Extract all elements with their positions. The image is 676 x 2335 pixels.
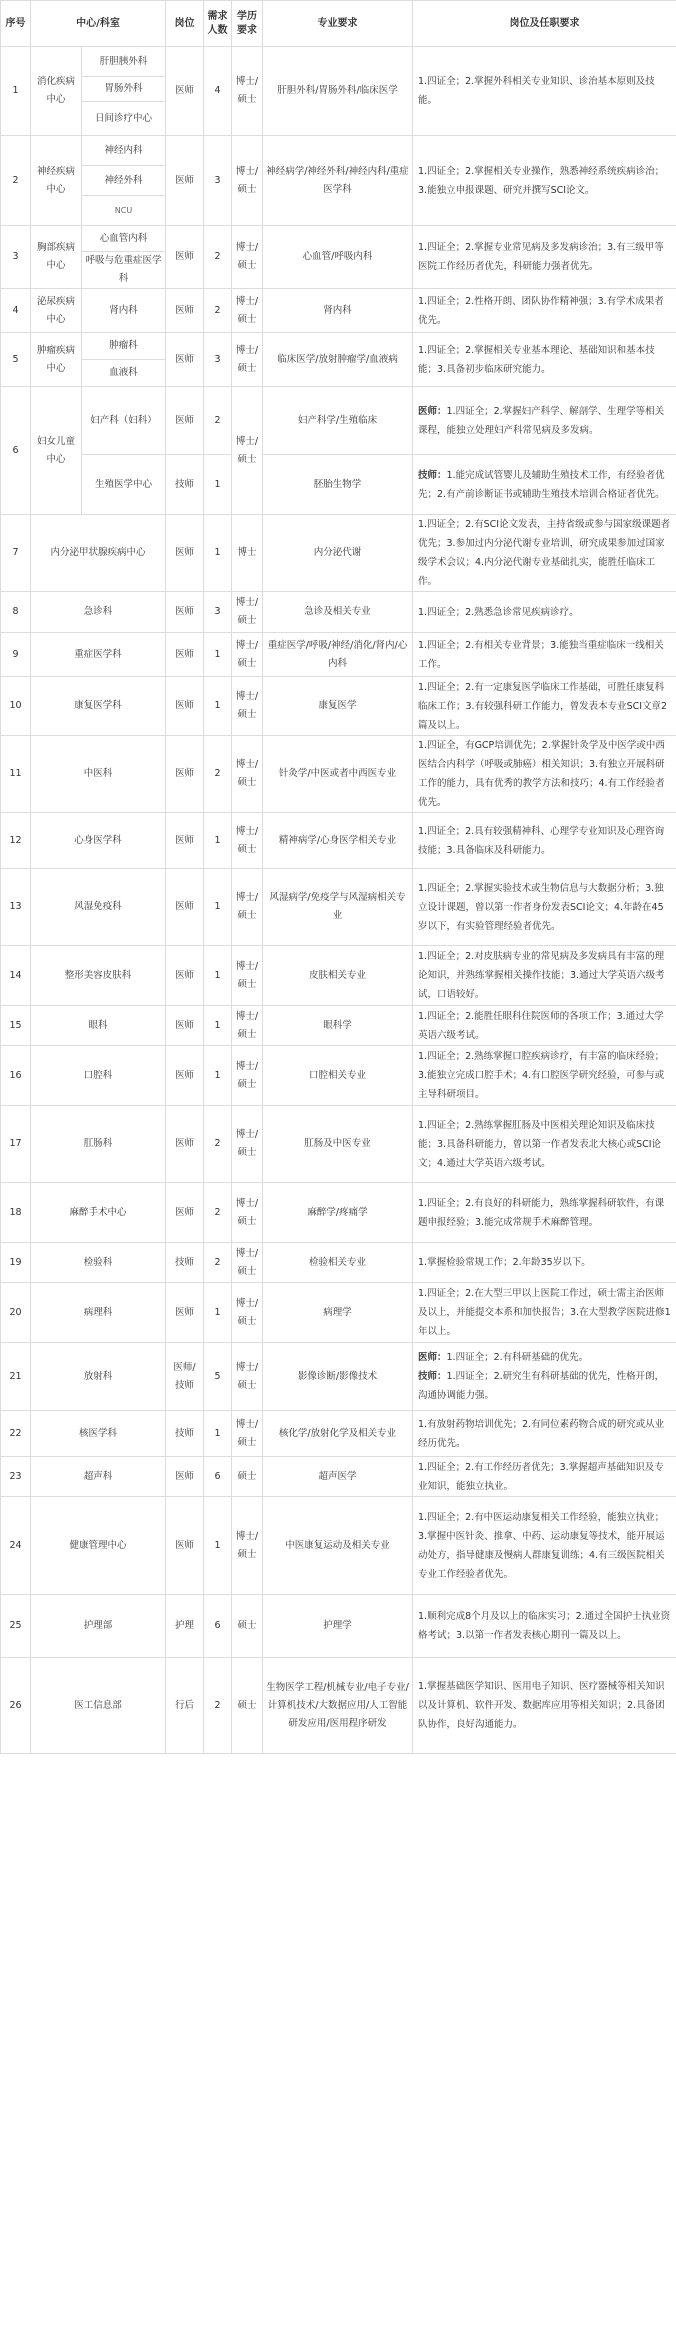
row-center: 胸部疾病中心: [31, 226, 82, 289]
row-sub-department: NCU: [82, 196, 166, 226]
row-need: 2: [204, 1106, 232, 1183]
row-sub-department: 胃肠外科: [82, 77, 166, 102]
row-duty: 1.四证全；2.掌握外科相关专业知识、诊治基本原则及技能。: [413, 47, 676, 136]
row-center: 放射科: [31, 1343, 166, 1411]
row-major: 临床医学/放射肿瘤学/血液病: [263, 333, 413, 387]
table-row: [1, 387, 676, 455]
row-post: 医师: [166, 946, 204, 1006]
row-edu: 博士/硕士: [232, 869, 263, 946]
table-header-row: [1, 1, 676, 47]
table-row: [1, 226, 676, 252]
row-need: 1: [204, 1283, 232, 1343]
row-duty: 1.四证全；2.掌握专业常见病及多发病诊治；3.有三级甲等医院工作经历者优先，科研能力强者优先。: [413, 226, 676, 289]
row-sub-department: 呼吸与危重症医学科: [82, 252, 166, 289]
row-edu: 博士/硕士: [232, 813, 263, 869]
row-duty: 1.四证全；2.熟练掌握口腔疾病诊疗，有丰富的临床经验；3.能独立完成口腔手术；4.有口腔医学研究经验，可参与或主导科研项目。: [413, 1046, 676, 1106]
duty-tech-label: 技师：: [418, 1371, 447, 1382]
row-seq: 1: [1, 47, 31, 136]
row-seq: 18: [1, 1183, 31, 1243]
row-major: 肝胆外科/胃肠外科/临床医学: [263, 47, 413, 136]
row-major: 检验相关专业: [263, 1243, 413, 1283]
row-post: 医师: [166, 677, 204, 736]
row-major: 肛肠及中医专业: [263, 1106, 413, 1183]
row-post: 医师: [166, 633, 204, 677]
row-duty: 1.掌握基础医学知识、医用电子知识、医疗器械等相关知识以及计算机、软件开发、数据库应用等相关知识；2.具备团队协作，良好沟通能力。: [413, 1658, 676, 1754]
row-duty: 1.有放射药物培训优先；2.有同位素药物合成的研究或从业经历优先。: [413, 1411, 676, 1457]
row-center: 麻醉手术中心: [31, 1183, 166, 1243]
row-duty: 1.四证全，有GCP培训优先；2.掌握针灸学及中医学或中西医结合内科学（呼吸或肺癌）相关知识；3.有独立开展科研工作的能力，具有优秀的教学方法和技巧；4.有工作经验者优先。: [413, 736, 676, 813]
row-sub-department: 神经外科: [82, 166, 166, 196]
row-edu: 博士/硕士: [232, 1497, 263, 1595]
row-seq: 13: [1, 869, 31, 946]
row-edu: 博士/硕士: [232, 226, 263, 289]
row-major: 肾内科: [263, 289, 413, 333]
row-major: 风湿病学/免疫学与风湿病相关专业: [263, 869, 413, 946]
row-seq: 7: [1, 515, 31, 592]
table-row: [1, 946, 676, 1006]
row-need: 2: [204, 1183, 232, 1243]
row-post: 医师: [166, 1283, 204, 1343]
row-seq: 6: [1, 387, 31, 515]
row-duty: 1.四证全；2.对皮肤病专业的常见病及多发病具有丰富的理论知识，并熟练掌握相关操作技能；3.通过大学英语六级考试，口语较好。: [413, 946, 676, 1006]
row-edu: 博士/硕士: [232, 387, 263, 515]
row-seq: 24: [1, 1497, 31, 1595]
row-major: 重症医学/呼吸/神经/消化/肾内/心内科: [263, 633, 413, 677]
row-duty: 1.四证全；2.有一定康复医学临床工作基础，可胜任康复科临床工作；3.有较强科研工作能力，曾发表本专业SCI文章2篇及以上。: [413, 677, 676, 736]
row-need: 1: [204, 515, 232, 592]
table-row: [1, 1658, 676, 1754]
row-seq: 26: [1, 1658, 31, 1754]
row-center: 整形美容皮肤科: [31, 946, 166, 1006]
row-sub-department: 心血管内科: [82, 226, 166, 252]
duty-tech-text: 1.四证全；2.研究生有科研基础的优先，性格开朗，沟通协调能力强。: [418, 1371, 665, 1401]
table-row: [1, 813, 676, 869]
row-duty: 1.四证全；2.性格开朗、团队协作精神强；3.有学术成果者优先。: [413, 289, 676, 333]
row-sub-department: 妇产科（妇科）: [82, 387, 166, 455]
row-duty: 1.四证全；2.能胜任眼科住院医师的各项工作；3.通过大学英语六级考试。: [413, 1006, 676, 1046]
row-duty: 1.四证全；2.有相关专业背景；3.能独当重症临床一线相关工作。: [413, 633, 676, 677]
row-center: 肿瘤疾病中心: [31, 333, 82, 387]
row-post: 医师: [166, 1457, 204, 1497]
row-center: 消化疾病中心: [31, 47, 82, 136]
table-row: [1, 1006, 676, 1046]
row-post: 技师: [166, 1411, 204, 1457]
row-center: 泌尿疾病中心: [31, 289, 82, 333]
row-seq: 22: [1, 1411, 31, 1457]
row-edu: 博士/硕士: [232, 633, 263, 677]
row-major: 胚胎生物学: [263, 455, 413, 515]
row-major: 麻醉学/疼痛学: [263, 1183, 413, 1243]
row-center: 急诊科: [31, 592, 166, 633]
row-post: 技师: [166, 1243, 204, 1283]
table-row: [1, 677, 676, 736]
row-duty: 1.四证全；2.有SCI论文发表，主持省级或参与国家级课题者优先；3.参加过内分泌代谢专业培训，研究成果参加过国家级学术会议；4.内分泌代谢专业基础扎实，能胜任临床工作。: [413, 515, 676, 592]
row-edu: 博士/硕士: [232, 736, 263, 813]
header-edu: 学历要求: [232, 1, 263, 47]
row-need: 3: [204, 136, 232, 226]
table-row: [1, 1595, 676, 1658]
row-duty: 1.四证全；2.有良好的科研能力，熟练掌握科研软件，有课题申报经验；3.能完成常规手术麻醉管理。: [413, 1183, 676, 1243]
row-major: 病理学: [263, 1283, 413, 1343]
table-row: [1, 1183, 676, 1243]
row-duty: 1.四证全；2.有中医运动康复相关工作经验，能独立执业；3.掌握中医针灸、推拿、中药、运动康复等技术，能开展运动处方，指导健康及慢病人群康复训练；4.有三级医院相关专业工作经验者优先。: [413, 1497, 676, 1595]
row-seq: 2: [1, 136, 31, 226]
row-edu: 博士/硕士: [232, 333, 263, 387]
row-edu: 博士/硕士: [232, 1343, 263, 1411]
row-need: 2: [204, 736, 232, 813]
row-seq: 20: [1, 1283, 31, 1343]
duty-tech-text: 1.能完成试管婴儿及辅助生殖技术工作，有经验者优先；2.有产前诊断证书或辅助生殖技术培训合格证者优先。: [418, 469, 665, 500]
row-duty: [413, 455, 676, 515]
row-post: 医师: [166, 1183, 204, 1243]
row-major: 妇产科学/生殖临床: [263, 387, 413, 455]
row-edu: 博士/硕士: [232, 592, 263, 633]
row-seq: 5: [1, 333, 31, 387]
row-need: 1: [204, 869, 232, 946]
row-post: 医师: [166, 136, 204, 226]
row-edu: 博士/硕士: [232, 1046, 263, 1106]
row-duty: 1.顺利完成8个月及以上的临床实习；2.通过全国护士执业资格考试；3.以第一作者发表核心期刊一篇及以上。: [413, 1595, 676, 1658]
row-seq: 25: [1, 1595, 31, 1658]
row-major: 康复医学: [263, 677, 413, 736]
row-seq: 9: [1, 633, 31, 677]
row-center: 病理科: [31, 1283, 166, 1343]
row-center: 护理部: [31, 1595, 166, 1658]
row-center: 心身医学科: [31, 813, 166, 869]
header-center: 中心/科室: [31, 1, 166, 47]
row-need: 2: [204, 387, 232, 455]
row-duty: 1.四证全；2.熟悉急诊常见疾病诊疗。: [413, 592, 676, 633]
row-center: 口腔科: [31, 1046, 166, 1106]
row-post: 技师: [166, 455, 204, 515]
duty-doctor-text: 1.四证全；2.有科研基础的优先。: [446, 1352, 589, 1363]
row-center: 妇女儿童中心: [31, 387, 82, 515]
row-duty: 1.四证全；2.掌握实验技术或生物信息与大数据分析；3.独立设计课题，曾以第一作者身份发表SCI论文；4.年龄在45岁以下，有实验管理经验者优先。: [413, 869, 676, 946]
row-sub-department: 生殖医学中心: [82, 455, 166, 515]
row-major: 核化学/放射化学及相关专业: [263, 1411, 413, 1457]
row-center: 康复医学科: [31, 677, 166, 736]
row-center: 重症医学科: [31, 633, 166, 677]
row-sub-department: 肾内科: [82, 289, 166, 333]
row-need: 1: [204, 1497, 232, 1595]
row-sub-department: 肿瘤科: [82, 333, 166, 360]
row-seq: 4: [1, 289, 31, 333]
row-major: 超声医学: [263, 1457, 413, 1497]
table-row: [1, 1243, 676, 1283]
row-post: 医师/技师: [166, 1343, 204, 1411]
row-major: 中医康复运动及相关专业: [263, 1497, 413, 1595]
row-need: 3: [204, 592, 232, 633]
table-row: [1, 1497, 676, 1595]
row-duty: [413, 1343, 676, 1411]
row-post: 医师: [166, 333, 204, 387]
row-center: 中医科: [31, 736, 166, 813]
table-row: [1, 592, 676, 633]
row-need: 6: [204, 1595, 232, 1658]
row-center: 眼科: [31, 1006, 166, 1046]
row-post: 医师: [166, 869, 204, 946]
table-row: [1, 47, 676, 77]
header-duty: 岗位及任职要求: [413, 1, 676, 47]
row-need: 1: [204, 677, 232, 736]
table-row: [1, 736, 676, 813]
row-edu: 博士/硕士: [232, 1006, 263, 1046]
row-seq: 14: [1, 946, 31, 1006]
row-duty: 1.四证全；2.具有较强精神科、心理学专业知识及心理咨询技能；3.具备临床及科研能力。: [413, 813, 676, 869]
row-post: 护理: [166, 1595, 204, 1658]
row-edu: 博士/硕士: [232, 677, 263, 736]
header-seq: 序号: [1, 1, 31, 47]
row-major: 皮肤相关专业: [263, 946, 413, 1006]
row-seq: 8: [1, 592, 31, 633]
row-need: 1: [204, 1046, 232, 1106]
row-duty: 1.四证全；2.掌握相关专业操作，熟悉神经系统疾病诊治；3.能独立申报课题、研究并撰写SCI论文。: [413, 136, 676, 226]
table-row: [1, 136, 676, 166]
row-need: 3: [204, 333, 232, 387]
row-post: 医师: [166, 1006, 204, 1046]
row-seq: 11: [1, 736, 31, 813]
header-post: 岗位: [166, 1, 204, 47]
row-seq: 3: [1, 226, 31, 289]
row-sub-department: 血液科: [82, 360, 166, 387]
row-center: 神经疾病中心: [31, 136, 82, 226]
row-center: 超声科: [31, 1457, 166, 1497]
row-edu: 博士/硕士: [232, 289, 263, 333]
row-major: 急诊及相关专业: [263, 592, 413, 633]
table-row: [1, 1283, 676, 1343]
row-edu: 博士/硕士: [232, 47, 263, 136]
table-row: [1, 333, 676, 360]
row-center: 肛肠科: [31, 1106, 166, 1183]
row-major: 生物医学工程/机械专业/电子专业/计算机技术/大数据应用/人工智能研发应用/医用程序研发: [263, 1658, 413, 1754]
row-center: 核医学科: [31, 1411, 166, 1457]
row-duty: 1.四证全；2.掌握相关专业基本理论、基础知识和基本技能；3.具备初步临床研究能力。: [413, 333, 676, 387]
row-need: 2: [204, 1243, 232, 1283]
row-post: 医师: [166, 47, 204, 136]
row-post: 医师: [166, 289, 204, 333]
row-edu: 硕士: [232, 1457, 263, 1497]
row-duty: [413, 387, 676, 455]
row-duty: 1.四证全；2.有工作经历者优先；3.掌握超声基础知识及专业知识，能独立执业。: [413, 1457, 676, 1497]
row-seq: 19: [1, 1243, 31, 1283]
row-edu: 博士/硕士: [232, 1106, 263, 1183]
row-major: 精神病学/心身医学相关专业: [263, 813, 413, 869]
row-edu: 硕士: [232, 1595, 263, 1658]
row-post: 医师: [166, 387, 204, 455]
row-need: 1: [204, 1006, 232, 1046]
header-need: 需求人数: [204, 1, 232, 47]
row-seq: 23: [1, 1457, 31, 1497]
row-edu: 博士/硕士: [232, 136, 263, 226]
table-row: [1, 289, 676, 333]
row-post: 医师: [166, 1497, 204, 1595]
row-need: 5: [204, 1343, 232, 1411]
table-row: [1, 1343, 676, 1411]
row-post: 行后: [166, 1658, 204, 1754]
row-post: 医师: [166, 813, 204, 869]
row-need: 2: [204, 226, 232, 289]
duty-doctor-label: 医师：: [418, 1352, 447, 1363]
row-major: 内分泌代谢: [263, 515, 413, 592]
row-major: 口腔相关专业: [263, 1046, 413, 1106]
row-center: 内分泌甲状腺疾病中心: [31, 515, 166, 592]
row-center: 风湿免疫科: [31, 869, 166, 946]
row-post: 医师: [166, 226, 204, 289]
row-major: 护理学: [263, 1595, 413, 1658]
row-need: 1: [204, 813, 232, 869]
duty-doctor-text: 1.四证全；2.掌握妇产科学、解剖学、生理学等相关课程，能独立处理妇产科常见病及多发病。: [418, 405, 665, 436]
row-need: 1: [204, 1411, 232, 1457]
duty-tech-label: 技师：: [418, 469, 447, 481]
row-edu: 博士/硕士: [232, 946, 263, 1006]
row-seq: 16: [1, 1046, 31, 1106]
table-row: [1, 1106, 676, 1183]
row-center: 检验科: [31, 1243, 166, 1283]
row-need: 1: [204, 455, 232, 515]
row-major: 针灸学/中医或者中西医专业: [263, 736, 413, 813]
duty-doctor-label: 医师：: [418, 405, 447, 417]
table-row: [1, 1457, 676, 1497]
row-edu: 博士/硕士: [232, 1183, 263, 1243]
row-duty: 1.四证全；2.在大型三甲以上医院工作过，硕士需主治医师及以上，并能提交本系和加快报告；3.在大型教学医院进修1年以上。: [413, 1283, 676, 1343]
row-duty: 1.掌握检验常规工作；2.年龄35岁以下。: [413, 1243, 676, 1283]
row-major: 眼科学: [263, 1006, 413, 1046]
row-need: 6: [204, 1457, 232, 1497]
row-post: 医师: [166, 515, 204, 592]
row-post: 医师: [166, 1106, 204, 1183]
table-row: [1, 515, 676, 592]
row-post: 医师: [166, 592, 204, 633]
row-seq: 21: [1, 1343, 31, 1411]
row-edu: 博士/硕士: [232, 1283, 263, 1343]
table-row: [1, 1411, 676, 1457]
row-seq: 15: [1, 1006, 31, 1046]
row-seq: 12: [1, 813, 31, 869]
row-seq: 17: [1, 1106, 31, 1183]
row-sub-department: 日间诊疗中心: [82, 102, 166, 136]
row-major: 心血管/呼吸内科: [263, 226, 413, 289]
row-center: 医工信息部: [31, 1658, 166, 1754]
row-sub-department: 肝胆胰外科: [82, 47, 166, 77]
row-need: 2: [204, 1658, 232, 1754]
table-row: [1, 633, 676, 677]
row-post: 医师: [166, 736, 204, 813]
row-seq: 10: [1, 677, 31, 736]
row-major: 神经病学/神经外科/神经内科/重症医学科: [263, 136, 413, 226]
table-row: [1, 869, 676, 946]
row-need: 1: [204, 633, 232, 677]
header-major: 专业要求: [263, 1, 413, 47]
row-edu: 博士/硕士: [232, 1243, 263, 1283]
row-post: 医师: [166, 1046, 204, 1106]
row-need: 1: [204, 946, 232, 1006]
table-row: [1, 1046, 676, 1106]
row-need: 4: [204, 47, 232, 136]
row-duty: 1.四证全；2.熟练掌握肛肠及中医相关理论知识及临床技能；3.具备科研能力，曾以第一作者发表北大核心或SCI论文；4.通过大学英语六级考试。: [413, 1106, 676, 1183]
row-edu: 博士/硕士: [232, 1411, 263, 1457]
row-need: 2: [204, 289, 232, 333]
row-center: 健康管理中心: [31, 1497, 166, 1595]
row-sub-department: 神经内科: [82, 136, 166, 166]
row-major: 影像诊断/影像技术: [263, 1343, 413, 1411]
row-edu: 博士: [232, 515, 263, 592]
row-edu: 硕士: [232, 1658, 263, 1754]
